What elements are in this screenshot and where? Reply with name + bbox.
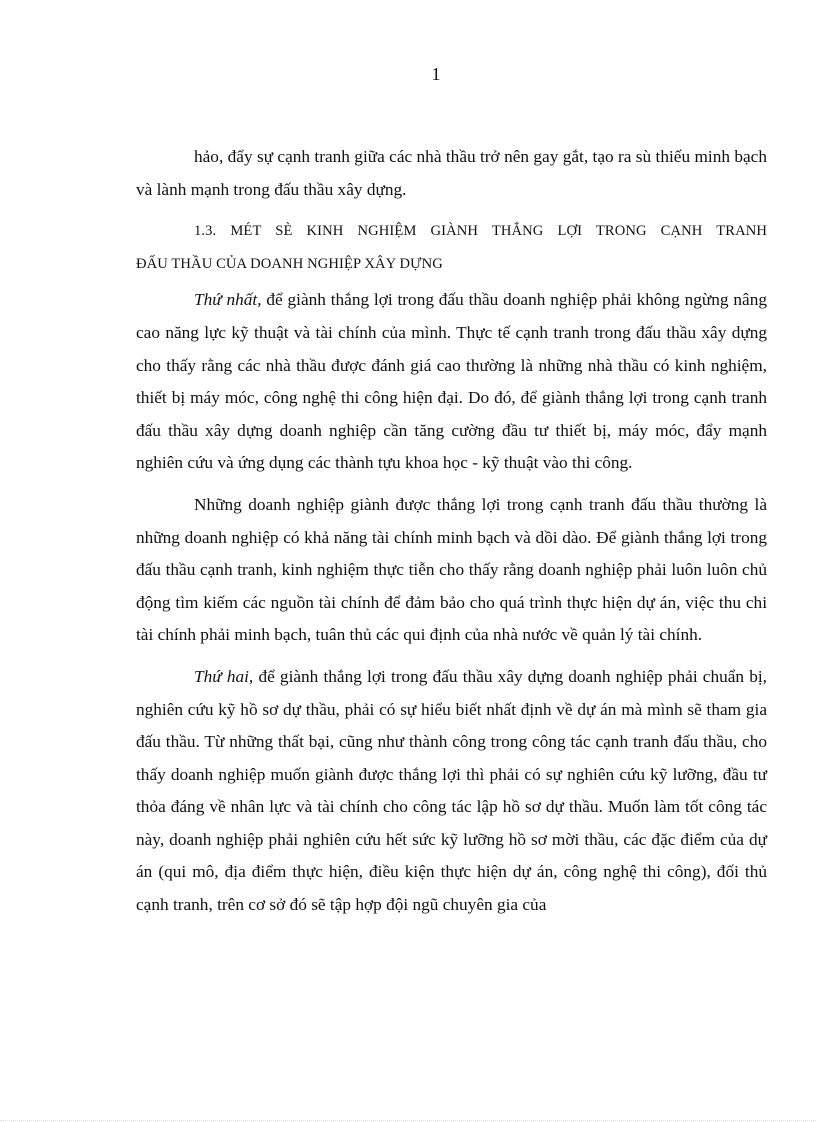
section-heading-line-1: 1.3. MÉT SÈ KINH NGHIỆM GIÀNH THẮNG LỢI TRONG CẠNH TRANH [194, 223, 767, 240]
page-bottom-border [0, 1120, 816, 1121]
paragraph-lead-italic: Thứ nhất, [194, 290, 262, 310]
continuation-paragraph: hảo, đẩy sự cạnh tranh giữa các nhà thầu trở nên gay gắt, tạo ra sù thiếu minh bạch và lành mạnh trong đấu thầu xây dựng. [136, 147, 767, 199]
paragraph-first-point [136, 284, 767, 480]
paragraph-lead-italic: Thứ hai, [194, 666, 254, 686]
paragraph-second-point [136, 661, 767, 922]
document-body [136, 141, 767, 931]
paragraph-finance: Những doanh nghiệp giành được thắng lợi trong cạnh tranh đấu thầu thường là những doanh nghiệp có khả năng tài chính minh bạch và dồi dào. Để giành thắng lợi trong đấu thầu cạnh tranh, kinh nghiệm thực tiễn cho thấy rằng doanh nghiệp phải luôn luôn chủ động tìm kiếm các nguồn tài chính để đảm bảo cho quá trình thực hiện dự án, việc thu chi tài chính phải minh bạch, tuân thủ các qui định của nhà nước về quản lý tài chính. [136, 494, 767, 645]
paragraph-text: để giành thắng lợi trong đấu thầu xây dựng doanh nghiệp phải chuẩn bị, nghiên cứu kỹ hồ sơ dự thầu, phải có sự hiểu biết nhất định về dự án mà mình sẽ tham gia đấu thầu. Từ những thất bại, cũng như thành công trong công tác cạnh tranh đấu thầu, cho thấy doanh nghiệp muốn giành được thắng lợi thì phải có sự nghiên cứu kỹ lưỡng, đầu tư thỏa đáng về nhân lực và tài chính cho công tác lập hồ sơ dự thầu. Muốn làm tốt công tác này, doanh nghiệp phải nghiên cứu hết sức kỹ lưỡng hồ sơ mời thầu, các đặc điểm của dự án (qui mô, địa điểm thực hiện, điều kiện thực hiện dự án, công nghệ thi công), đối thủ cạnh tranh, trên cơ sở đó sẽ tập hợp đội ngũ chuyên gia của [136, 666, 767, 915]
page-number: 1 [431, 64, 441, 84]
paragraph-text: để giành thắng lợi trong đấu thầu doanh nghiệp phải không ngừng nâng cao năng lực kỹ thuật và tài chính của mình. Thực tế cạnh tranh trong đấu thầu xây dựng cho thấy rằng các nhà thầu được đánh giá cao thường là những nhà thầu có kinh nghiệm, thiết bị máy móc, công nghệ thi công hiện đại. Do đó, để giành thắng lợi trong cạnh tranh đấu thầu xây dựng doanh nghiệp cần tăng cường đầu tư thiết bị, máy móc, đẩy mạnh nghiên cứu và ứng dụng các thành tựu khoa học - kỹ thuật vào thi công. [136, 290, 767, 473]
section-heading [136, 215, 767, 280]
section-heading-line-2: ĐẤU THẦU CỦA DOANH NGHIỆP XÂY DỰNG [136, 255, 443, 272]
